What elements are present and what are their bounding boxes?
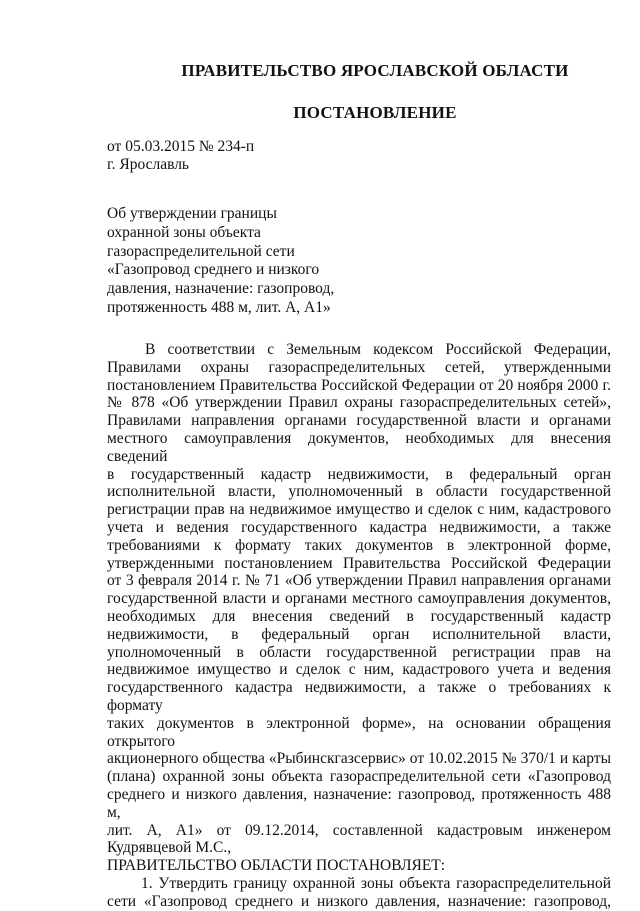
government-title: ПРАВИТЕЛЬСТВО ЯРОСЛАВСКОЙ ОБЛАСТИ: [181, 61, 569, 80]
document-type-title: ПОСТАНОВЛЕНИЕ: [293, 103, 457, 122]
body-line: среднего и низкого давления, назначение: газопровод, протяженность 488 м,: [107, 785, 611, 821]
body-line: акционерного общества «Рыбинскгазсервис» от 10.02.2015 № 370/1 и карты: [107, 750, 611, 768]
subject-line: охранной зоны объекта: [107, 223, 261, 241]
body-line: Кудрявцевой М.С.,: [107, 839, 232, 857]
body-line: недвижимое имущество и сделок с ним, кадастрового учета и ведения: [107, 661, 611, 679]
resolution-heading: ПРАВИТЕЛЬСТВО ОБЛАСТИ ПОСТАНОВЛЯЕТ:: [107, 857, 446, 875]
body-line: требованиями к формату таких документов в электронной форме,: [107, 536, 611, 554]
body-line: № 878 «Об утверждении Правил охраны газораспределительных сетей»,: [107, 394, 611, 412]
body-line: в государственный кадастр недвижимости, в федеральный орган: [107, 465, 611, 483]
body-line: учета и ведения государственного кадастра недвижимости, а также: [107, 518, 611, 536]
body-line: (плана) охранной зоны объекта газораспределительной сети «Газопровод: [107, 768, 611, 786]
body-line: Правилами направления органами государственной власти и органами: [107, 412, 611, 430]
clause-1-line: сети «Газопровод среднего и низкого давления, назначение: газопровод,: [107, 892, 611, 910]
body-line: регистрации прав на недвижимое имущество и сделок с ним, кадастрового: [107, 501, 611, 519]
city: г. Ярославль: [107, 156, 189, 173]
body-line: местного самоуправления документов, необходимых для внесения сведений: [107, 429, 611, 465]
subject-line: протяженность 488 м, лит. А, А1»: [107, 298, 331, 316]
body-line: В соответствии с Земельным кодексом Российской Федерации,: [145, 341, 611, 358]
body-line: недвижимости, в федеральный орган исполнительной власти,: [107, 625, 611, 643]
body-line: необходимых для внесения сведений в государственный кадастр: [107, 607, 611, 625]
body-line: таких документов в электронной форме», на основании обращения открытого: [107, 714, 611, 750]
clause-1-line: 1. Утвердить границу охранной зоны объекта газораспределительной: [141, 874, 611, 892]
body-line: государственного кадастра недвижимости, а также о требованиях к формату: [107, 679, 611, 714]
document-body: [107, 341, 611, 911]
body-line: исполнительной власти, уполномоченный в области государственной: [107, 483, 611, 501]
document-subject: [107, 205, 334, 318]
document-meta: [107, 138, 254, 174]
body-line: уполномоченный в области государственной регистрации прав на: [107, 643, 611, 661]
body-line: утвержденными постановлением Правительства Российской Федерации: [107, 554, 611, 572]
body-line: лит. А, А1» от 09.12.2014, составленной кадастровым инженером: [107, 821, 611, 839]
body-line: от 3 февраля 2014 г. № 71 «Об утверждении Правил направления органами: [107, 572, 611, 590]
body-line: постановлением Правительства Российской Федерации от 20 ноября 2000 г.: [107, 376, 611, 394]
body-line: государственной власти и органами местного самоуправления документов,: [107, 590, 611, 608]
subject-line: «Газопровод среднего и низкого: [107, 261, 320, 279]
subject-line: газораспределительной сети: [107, 242, 295, 260]
subject-line: Об утверждении границы: [107, 205, 277, 222]
subject-line: давления, назначение: газопровод,: [107, 280, 335, 298]
date-number: от 05.03.2015 № 234-п: [107, 138, 255, 155]
body-line: Правилами охраны газораспределительных сетей, утвержденными: [107, 358, 611, 376]
